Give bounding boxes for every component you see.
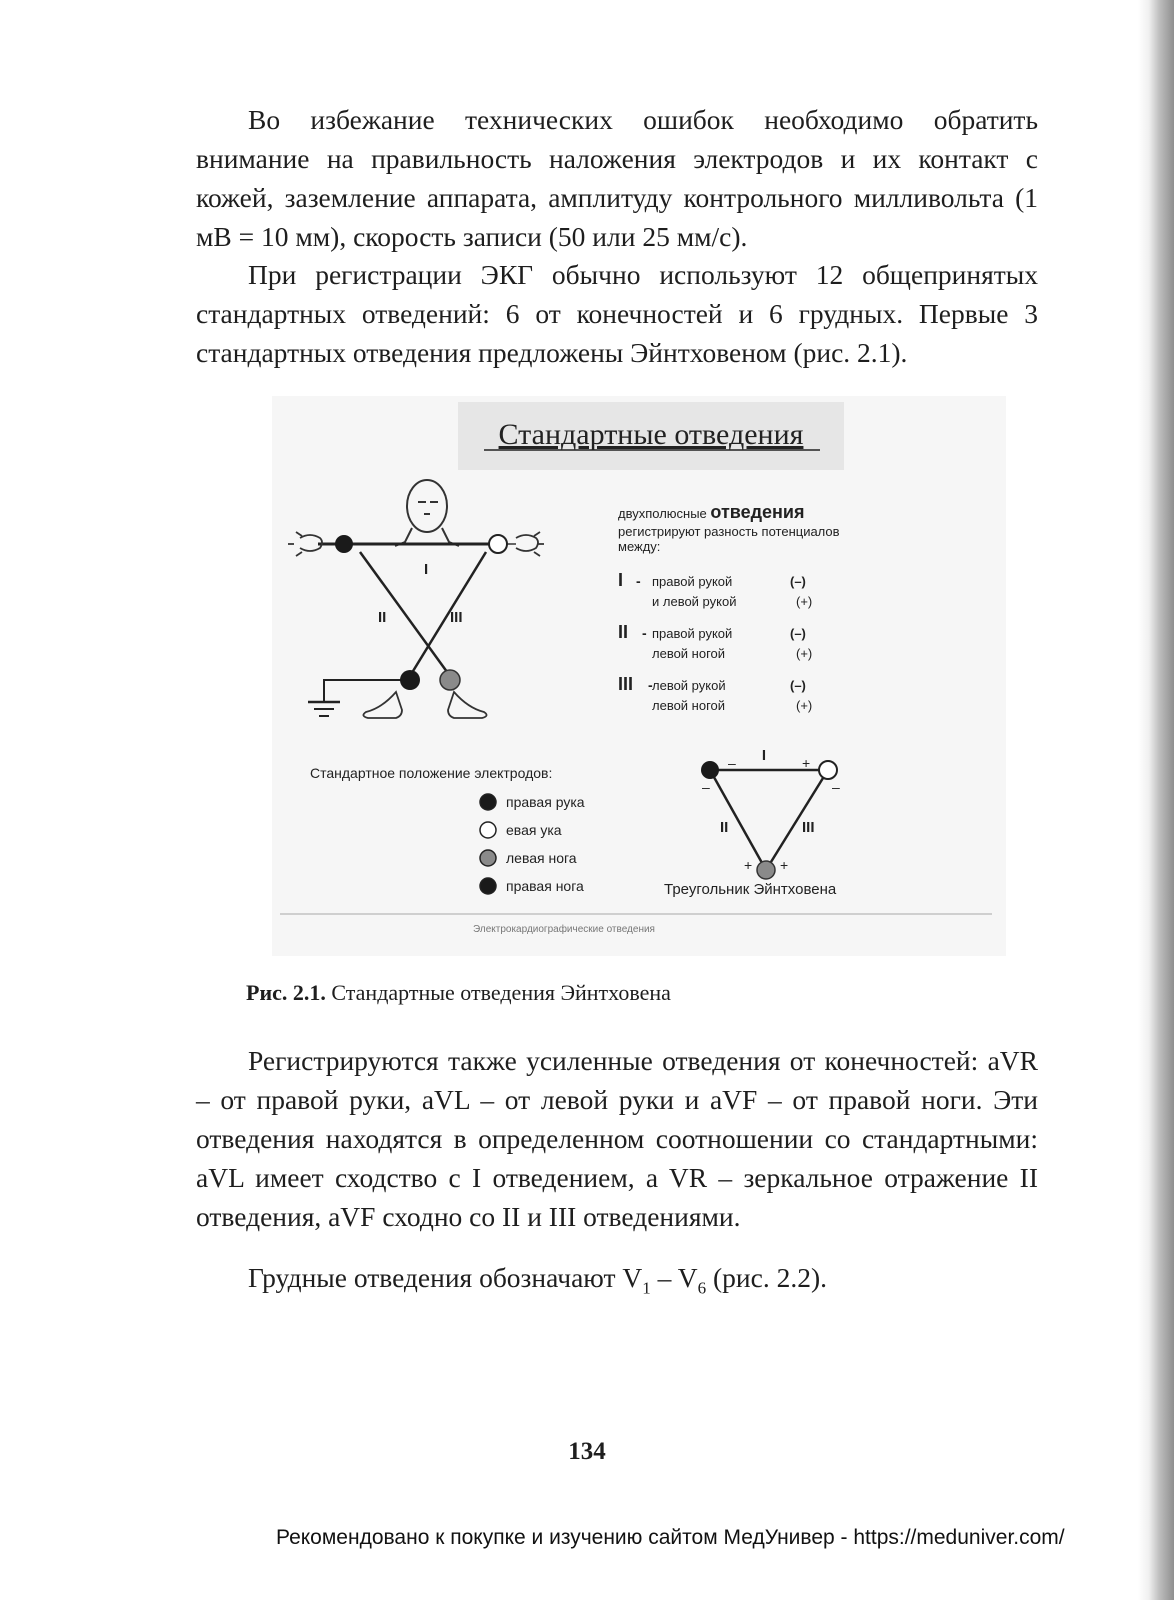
electrode-legend <box>480 794 585 894</box>
lead-sign-1: (–) <box>790 626 806 641</box>
triangle-lead-i: I <box>761 747 767 764</box>
lead-sign-2: (+) <box>796 698 813 713</box>
electrode-legend-dot <box>480 822 496 838</box>
triangle-plus-top: + <box>802 755 811 771</box>
triangle-lead-iii: III <box>802 819 815 836</box>
page-number: 134 <box>568 1438 606 1465</box>
electrode-legend-dot <box>480 794 496 810</box>
triangle-electrode-left-arm <box>819 761 837 779</box>
figure-diagram <box>272 396 1006 956</box>
lead-sign-2: (+) <box>796 594 813 609</box>
einthoven-triangle <box>664 747 840 898</box>
electrode-left-arm <box>489 535 507 553</box>
electrode-legend-label: евая ука <box>506 822 562 838</box>
footer-recommendation: Рекомендовано к покупке и изучению сайтом МедУнивер - https://meduniver.com/ <box>276 1526 1065 1549</box>
electrode-right-leg <box>400 670 420 690</box>
caption-text: Стандартные отведения Эйнтховена <box>325 980 671 1005</box>
electrodes-title: Стандартное положение электродов: <box>310 765 553 781</box>
lead-dash: - <box>636 573 641 589</box>
body-lead-iii: III <box>450 609 463 626</box>
triangle-plus-right: + <box>780 857 789 873</box>
lead-line-2: левой ногой <box>652 646 726 661</box>
paragraph-chest-leads: Грудные отведения обозначают $V_1 - V_6$ (рис. 2.2). <box>248 1262 827 1298</box>
lead-line-2: левой ногой <box>652 698 726 713</box>
electrode-legend-label: правая рука <box>506 794 585 810</box>
lead-numeral: II <box>618 622 629 642</box>
electrode-legend-dot <box>480 878 496 894</box>
registers-line-1: регистрируют разность потенциалов <box>618 524 840 539</box>
lead-sign-1: (–) <box>790 678 806 693</box>
triangle-minus-top: – <box>728 755 736 771</box>
triangle-electrode-left-leg <box>757 861 775 879</box>
paragraph-augmented-leads: Регистрируются также усиленные отведения от конечностей: aVR – от правой руки, aVL – от левой руки и aVF – от правой ноги. Эти отведения находятся в определенном соотношении со стандартными: aVL имеет сходство с I отведением, a VR – зеркальное отражение II отведения, aVF сходно со II и III отведениями. <box>196 1045 1038 1232</box>
triangle-minus-left: – <box>702 779 710 795</box>
electrode-left-leg <box>440 670 460 690</box>
electrode-right-arm <box>335 535 353 553</box>
electrode-legend-dot <box>480 850 496 866</box>
triangle-electrode-right-arm <box>701 761 719 779</box>
lead-line-2: и левой рукой <box>652 594 737 609</box>
lead-dash: - <box>648 677 653 693</box>
registers-line-2: между: <box>618 539 661 554</box>
lead-line-1: правой рукой <box>652 626 733 641</box>
triangle-lead-ii: II <box>720 819 729 836</box>
electrode-legend-label: левая нога <box>506 850 577 866</box>
lead-line-1: левой рукой <box>652 678 726 693</box>
lead-sign-1: (–) <box>790 574 806 589</box>
electrode-legend-label: правая нога <box>506 878 584 894</box>
paragraph-technical-errors: Во избежание технических ошибок необходимо обратить внимание на правильность наложения электродов и их контакт с кожей, заземление аппарата, амплитуду контрольного милливольта (1 мВ = 10 мм), скорость записи (50 или 25 мм/с). <box>196 104 1038 252</box>
triangle-plus-left: + <box>744 857 753 873</box>
bipolar-heading: двухполюсные отведения <box>618 502 805 522</box>
triangle-minus-right: – <box>832 779 840 795</box>
lead-numeral: I <box>618 570 624 590</box>
figure-footnote: Электрокардиографические отведения <box>473 924 655 935</box>
paragraph-twelve-leads: При регистрации ЭКГ обычно используют 12 общепринятых стандартных отведений: 6 от конечностей и 6 грудных. Первые 3 стандартных отведения предложены Эйнтховеном (рис. 2.1). <box>196 259 1038 368</box>
figure-standard-leads <box>272 396 1006 956</box>
leads-list <box>618 570 812 713</box>
caption-label: Рис. 2.1. <box>246 980 326 1005</box>
lead-sign-2: (+) <box>796 646 813 661</box>
body-lead-i: I <box>424 561 429 578</box>
figure-title: Стандартные отведения <box>498 418 804 451</box>
lead-dash: - <box>642 625 647 641</box>
body-lead-ii: II <box>378 609 387 626</box>
lead-numeral: III <box>618 674 634 694</box>
lead-line-1: правой рукой <box>652 574 733 589</box>
page-edge-shadow <box>1138 0 1174 1600</box>
figure-caption <box>246 980 671 1006</box>
triangle-label: Треугольник Эйнтховена <box>664 881 837 898</box>
